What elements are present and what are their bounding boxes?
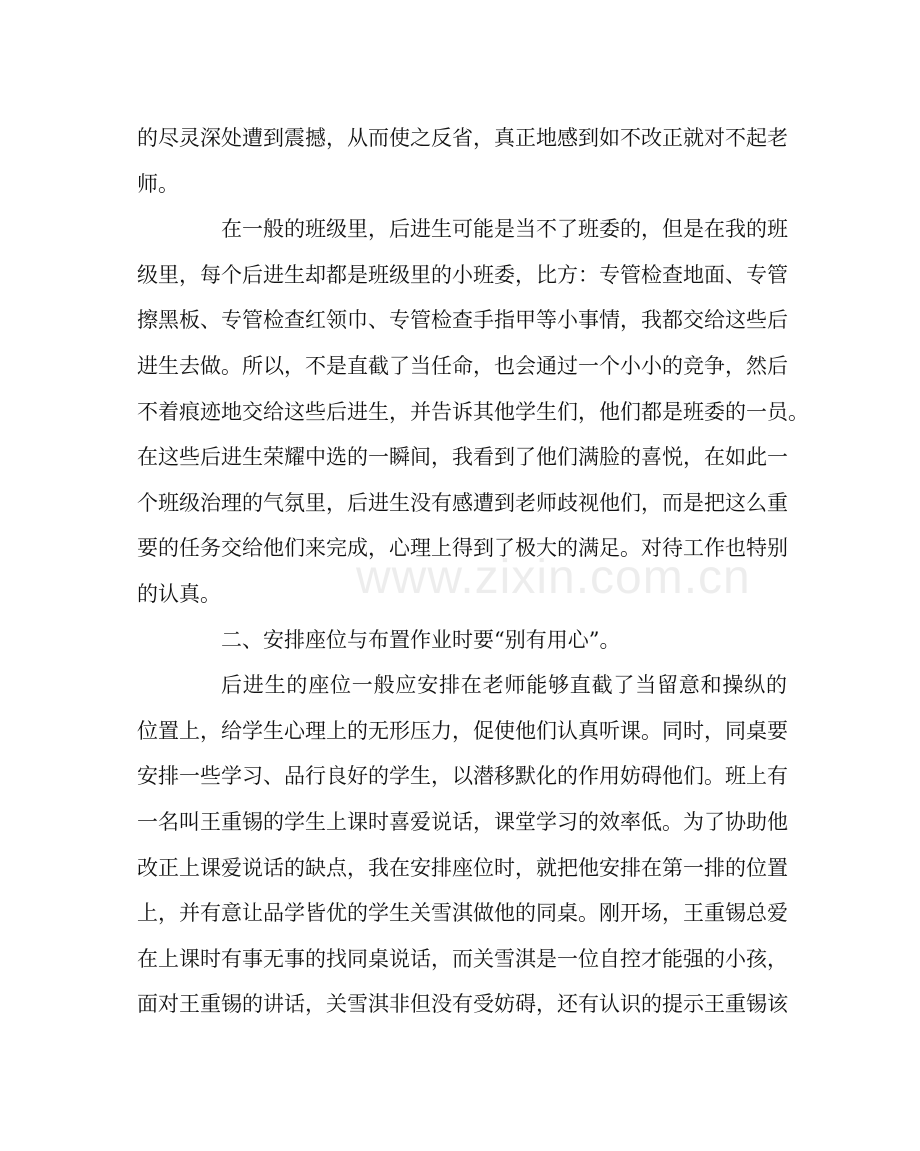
- text-line: 面对王重锡的讲话，关雪淇非但没有受妨碍，还有认识的提示王重锡该: [137, 992, 788, 1017]
- text-line: 擦黑板、专管检查红领巾、专管检查手指甲等小事情，我都交给这些后: [137, 308, 788, 333]
- text-line: 在上课时有事无事的找同桌说话，而关雪淇是一位自控才能强的小孩，: [137, 946, 788, 971]
- watermark: www.zixin.com.cn: [356, 551, 751, 604]
- text-line: 上，并有意让品学皆优的学生关雪淇做他的同桌。刚开场，王重锡总爱: [137, 901, 788, 926]
- text-line: 位置上，给学生心理上的无形压力，促使他们认真听课。同时，同桌要: [137, 718, 788, 743]
- text-line: 不着痕迹地交给这些后进生，并告诉其他学生们，他们都是班委的一员。: [137, 399, 809, 424]
- text-line: 的尽灵深处遭到震撼，从而使之反省，真正地感到如不改正就对不起老: [137, 126, 788, 150]
- text-line: 安排一些学习、品行良好的学生，以潜移默化的作用妨碍他们。班上有: [137, 764, 788, 789]
- text-line: 师。: [137, 171, 179, 196]
- text-line: 级里，每个后进生却都是班级里的小班委，比方：专管检查地面、专管: [137, 262, 788, 287]
- section-heading: 二、安排座位与布置作业时要“别有用心”。: [221, 627, 621, 652]
- text-line: 要的任务交给他们来完成，心理上得到了极大的满足。对待工作也特别: [137, 536, 788, 561]
- text-line: 个班级治理的气氛里，后进生没有感遭到老师歧视他们，而是把这么重: [137, 490, 788, 515]
- paragraph-first-line: 后进生的座位一般应安排在老师能够直截了当留意和操纵的: [221, 673, 787, 698]
- text-line: 改正上课爱说话的缺点，我在安排座位时，就把他安排在第一排的位置: [137, 855, 788, 880]
- text-line: 一名叫王重锡的学生上课时喜爱说话，课堂学习的效率低。为了协助他: [137, 809, 788, 834]
- paragraph-first-line: 在一般的班级里，后进生可能是当不了班委的，但是在我的班: [221, 217, 788, 242]
- text-line: 的认真。: [137, 581, 221, 606]
- text-line: 在这些后进生荣耀中选的一瞬间，我看到了他们满脸的喜悦，在如此一: [137, 445, 788, 470]
- text-line: 进生去做。所以，不是直截了当任命，也会通过一个小小的竞争，然后: [137, 353, 788, 378]
